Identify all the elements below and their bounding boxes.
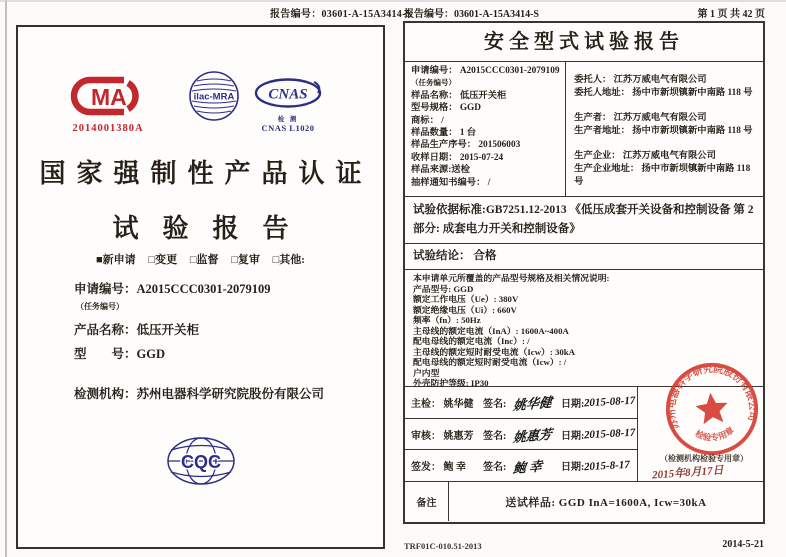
right-report-label: 报告编号： (404, 9, 454, 20)
cma-logo (60, 75, 156, 134)
remark-label: 备注 (405, 482, 449, 521)
field-value: 低压开关柜 (459, 90, 507, 101)
signature-label: 签名: (483, 398, 507, 410)
field-value: 2015-07-24 (459, 152, 504, 163)
checkbox-label: 新申请 (102, 254, 136, 266)
cqc-globe-icon (164, 435, 238, 487)
scan-top-artifact (0, 0, 786, 2)
reviewer-date: 2015-08-17 (584, 426, 636, 442)
chief-inspector-signature: 姚华健 (512, 394, 553, 413)
cnas-sub-jiance: 检 测 (277, 116, 299, 123)
coverage-line: 配电母线的额定电流（Inc）: / (413, 336, 530, 346)
factory-address: 生产企业地址： 扬中市新坝镇新中南路 118 号 (574, 164, 751, 187)
field-value: / (487, 177, 491, 188)
conclusion-label: 试验结论： (413, 250, 474, 262)
date-label: 日期: (561, 462, 585, 474)
form-template-number: TRF01C-010.51-2013 (404, 541, 482, 551)
left-report-label: 报告编号： (270, 9, 322, 20)
reviewer-name: 审核： 姚惠芳 (411, 430, 474, 442)
field-label: 样品来源: (411, 165, 452, 176)
coverage-line: 配电母线的额定短时耐受电流（Icw）: / (413, 357, 567, 367)
model-label: 型 号： (74, 347, 137, 361)
coverage-line: 户内型 (413, 367, 440, 378)
report-title: 安全型式试验报告 (405, 23, 763, 62)
cnas-logo (246, 77, 330, 133)
test-conclusion-row (405, 244, 763, 270)
coverage-line: 频率（fn）: 50Hz (413, 315, 481, 325)
field-receive-date (411, 152, 561, 164)
remark-row (405, 482, 763, 521)
field-trademark (411, 115, 561, 127)
model-row (74, 344, 324, 362)
cnas-icon (252, 77, 324, 111)
application-number-row (74, 279, 324, 297)
checkbox-other (273, 254, 305, 266)
field-label: 收样日期： (411, 152, 460, 163)
test-standard-row: 试验依据标准:GB7251.12-2013 《低压成套开关设备和控制设备 第 2 部分: 成套电力开关和控制设备》 (405, 197, 763, 244)
checkbox-label: 复审 (237, 254, 260, 266)
signature-label: 签名: (483, 462, 507, 474)
reviewer-row (405, 419, 637, 451)
producer-party (574, 112, 759, 138)
cover-title: 国家强制性产品认证 (39, 159, 373, 188)
task-number-note: （任务编号） (76, 302, 124, 311)
cma-mark-icon (64, 75, 152, 117)
coverage-heading: 本申请单元所覆盖的产品型号规格及相关情况说明: (413, 273, 610, 283)
model-value: GGD (136, 347, 165, 361)
left-report-number (270, 5, 412, 20)
approver-signature: 鲍 幸 (512, 458, 543, 477)
date-label: 日期: (561, 430, 585, 442)
product-name-row (74, 320, 324, 338)
field-serial-number (411, 139, 561, 151)
field-value: A2015CCC0301-2079109 (459, 66, 560, 76)
report-table (403, 21, 765, 524)
chief-inspector-row (405, 387, 637, 419)
scan-edge-artifact (5, 0, 7, 557)
factory-name: 生产企业： 江苏万威电气有限公司 (574, 151, 716, 161)
coverage-line: 外壳防护等级: IP30 (413, 378, 489, 388)
test-agency-row (74, 384, 324, 402)
svg-text:苏州电器科学研究院股份有限公司: 苏州电器科学研究院股份有限公司 (666, 363, 758, 431)
cnas-accreditation-number: CNAS L1020 (261, 123, 315, 133)
field-label: 样品数量： (411, 128, 460, 139)
field-label: 商标： (411, 115, 442, 126)
test-agency-value: 苏州电器科学研究院股份有限公司 (136, 387, 325, 401)
remark-value: 送试样品: GGD InA=1600A, Icw=30kA (505, 496, 707, 509)
coverage-line: 产品型号: GGD (413, 283, 474, 294)
checkbox-change (148, 254, 177, 266)
client-address: 委托人地址： 扬中市新坝镇新中南路 118 号 (574, 88, 753, 98)
date-label: 日期: (561, 398, 585, 410)
field-label: 样品生产序号： (411, 140, 479, 151)
svg-text:CNAS: CNAS (268, 86, 308, 103)
conclusion-value: 合格 (473, 250, 497, 262)
svg-text:检验专用章: 检验专用章 (693, 424, 736, 443)
checkbox-empty-icon: □ (272, 254, 280, 266)
chief-inspector-date: 2015-08-17 (584, 394, 636, 410)
application-number-label: 申请编号： (74, 282, 137, 296)
checkbox-label: 其他: (279, 254, 305, 266)
checkbox-supervision (190, 254, 219, 266)
field-label: 样品名称： (411, 90, 460, 101)
left-report-value: 03601-A-15A3414-S (321, 9, 412, 20)
field-value: 201506003 (478, 140, 521, 151)
svg-text:ilac-MRA: ilac-MRA (193, 91, 235, 103)
coverage-line: 主母线的额定短时耐受电流（Icw）: 30kA (413, 346, 576, 357)
field-sample-name (411, 90, 561, 102)
field-task-number-note (411, 77, 561, 89)
field-sample-quantity (411, 127, 561, 139)
checkbox-review (231, 254, 260, 266)
form-date: 2014-5-21 (722, 539, 764, 550)
checkbox-empty-icon: □ (231, 254, 238, 266)
producer-address: 生产者地址： 扬中市新坝镇新中南路 118 号 (574, 126, 753, 136)
parties-cell (566, 62, 763, 196)
checkbox-new-application (96, 254, 136, 266)
field-model-spec (411, 102, 561, 114)
cqc-logo (18, 435, 383, 492)
checkbox-label: 变更 (155, 254, 178, 266)
field-value: 1 台 (459, 128, 477, 139)
producer-name: 生产者： 江苏万威电气有限公司 (574, 113, 707, 123)
field-value: 送检 (451, 165, 470, 176)
product-name-label: 产品名称： (74, 323, 137, 337)
coverage-line: 额定绝缘电压（Ui）: 660V (413, 304, 517, 315)
field-label: 型号规格： (411, 103, 460, 114)
sample-details-cell (405, 62, 566, 196)
cover-subtitle: 试验报告 (112, 214, 313, 243)
ilac-mra-logo (186, 69, 242, 128)
stamp-cell (638, 363, 763, 482)
checkbox-empty-icon: □ (189, 254, 197, 266)
right-report-number (404, 5, 539, 20)
client-party (574, 74, 759, 100)
reviewer-signature: 姚惠芳 (512, 426, 553, 445)
right-report-value: 03601-A-15A3414-S (454, 9, 539, 20)
cover-fields (74, 279, 324, 408)
svg-text:CQC: CQC (180, 452, 221, 472)
field-label: 申请编号： (411, 66, 460, 76)
approver-name: 签发： 鲍 幸 (411, 462, 466, 474)
approver-date: 2015-8-17 (584, 458, 631, 473)
field-value: GGD (459, 103, 481, 114)
checkbox-label: 监督 (196, 254, 219, 266)
signature-label: 签名: (483, 430, 507, 442)
factory-party (574, 150, 759, 189)
stamp-handwritten-date: 2015年8月17日 (651, 464, 724, 482)
field-label: 抽样通知书编号： (411, 177, 488, 188)
field-sample-source (411, 164, 561, 176)
cover-page (16, 25, 385, 549)
cma-number: 2014001380A (72, 123, 144, 134)
ilac-mra-icon (187, 69, 241, 123)
signature-rows (405, 387, 638, 481)
application-type-checkboxes (18, 251, 383, 267)
field-sampling-notice (411, 177, 561, 189)
coverage-line: 额定工作电压（Ue）: 380V (413, 294, 519, 304)
client-name: 委托人： 江苏万威电气有限公司 (574, 75, 707, 85)
field-value: / (441, 115, 444, 126)
agency-red-seal-icon (659, 356, 765, 462)
chief-inspector-name: 主检： 姚华健 (411, 398, 474, 410)
field-application-number (411, 65, 561, 77)
coverage-line: 主母线的额定电流（InA）: 1600A~400A (413, 325, 569, 336)
application-number-value: A2015CCC0301-2079109 (136, 282, 271, 296)
product-name-value: 低压开关柜 (136, 323, 200, 337)
sample-info-section (405, 62, 763, 197)
page-indicator: 第 1 页 共 42 页 (697, 9, 765, 20)
test-agency-label: 检测机构： (74, 387, 137, 401)
checkbox-filled-icon: ■ (96, 254, 103, 266)
field-label: （任务编号） (411, 78, 456, 88)
svg-text:MA: MA (91, 84, 127, 110)
approver-row (405, 450, 637, 481)
stamp-caption: （检测机构检验专用章） (660, 454, 748, 463)
checkbox-empty-icon: □ (148, 254, 156, 266)
